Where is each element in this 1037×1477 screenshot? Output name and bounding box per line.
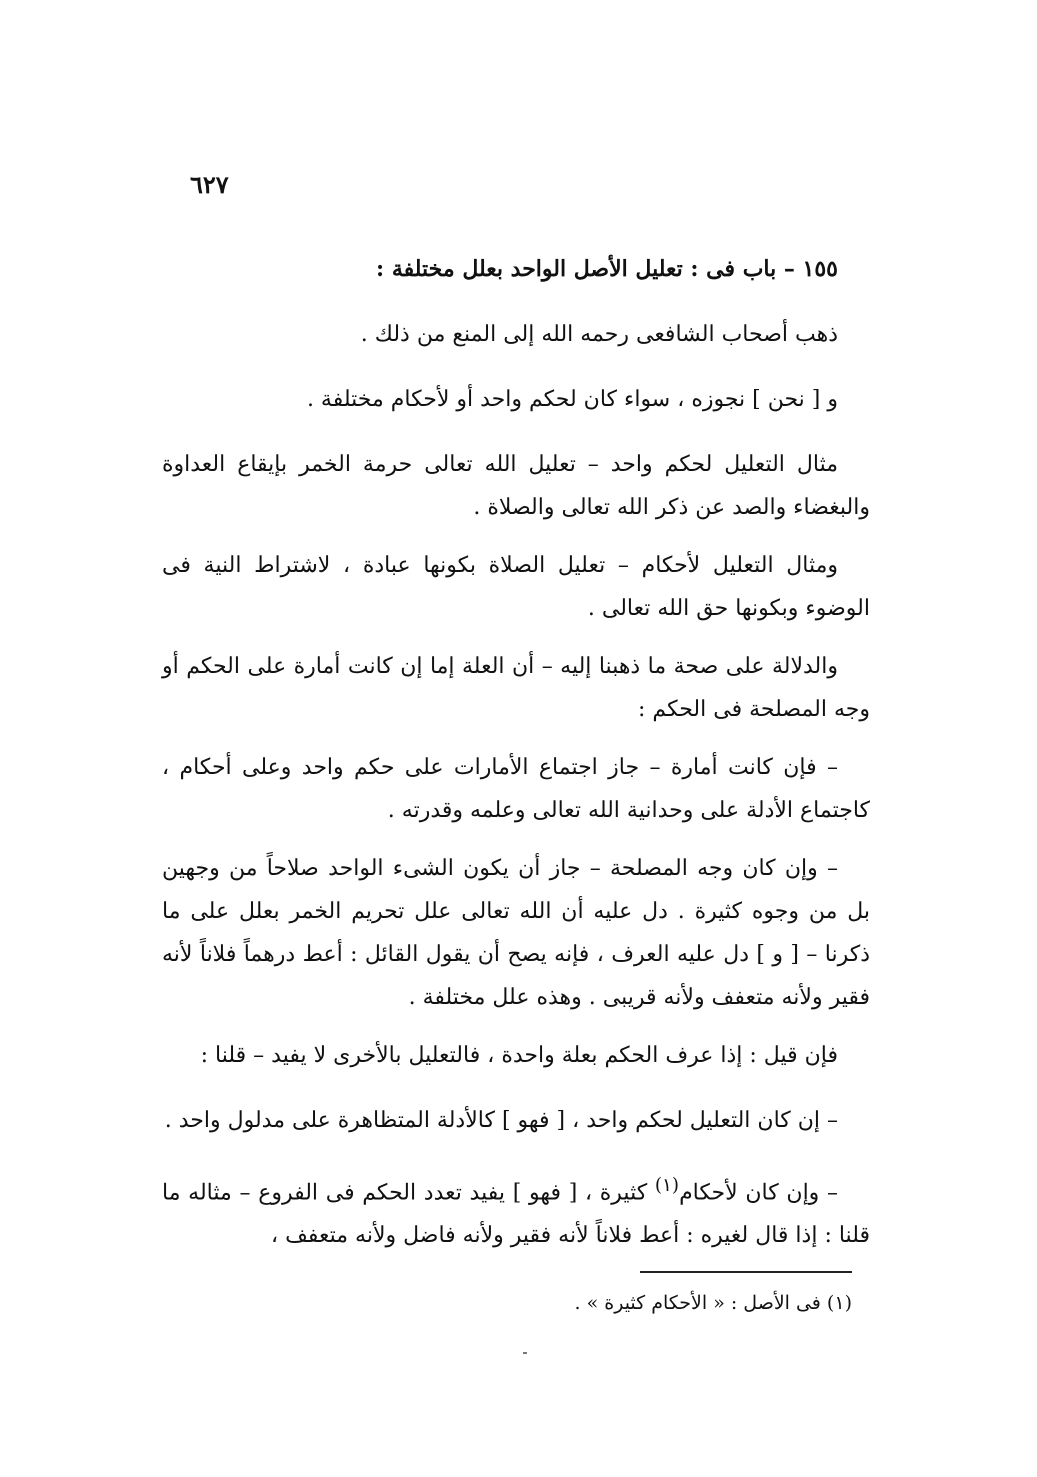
body-text	[162, 248, 870, 1272]
scan-speck	[523, 1352, 527, 1354]
footnote-divider	[640, 1271, 852, 1273]
section-heading: ١٥٥ – باب فى : تعليل الأصل الواحد بعلل مختلفة :	[376, 256, 838, 282]
paragraph-text-start: – وإن كان لأحكام	[679, 1180, 838, 1206]
footnote-marker: (١)	[654, 1175, 680, 1196]
paragraph: فإن قيل : إذا عرف الحكم بعلة واحدة ، فالتعليل بالأخرى لا يفيد – قلنا :	[200, 1043, 838, 1068]
paragraph: – فإن كانت أمارة – جاز اجتماع الأمارات على حكم واحد وعلى أحكام ، كاجتماع الأدلة على وحدانية الله تعالى وعلمه وقدرته .	[162, 755, 870, 823]
paragraph: – وإن كان وجه المصلحة – جاز أن يكون الشىء الواحد صلاحاً من وجهين بل من وجوه كثيرة . دل عليه أن الله تعالى علل تحريم الخمر بعلل على ما ذكرنا – [ و ] دل عليه العرف ، فإنه يصح أن يقول القائل : أعط درهماً فلاناً لأنه فقير ولأنه متعفف ولأنه قريبى . وهذه علل مختلفة .	[162, 856, 870, 1010]
footnote: (١) فى الأصل : « الأحكام كثيرة » .	[574, 1292, 852, 1314]
paragraph: ومثال التعليل لأحكام – تعليل الصلاة بكونها عبادة ، لاشتراط النية فى الوضوء وبكونها حق الله تعالى .	[162, 553, 870, 621]
paragraph	[162, 1164, 870, 1257]
paragraph-text-end: كثيرة ، [ فهو ] يفيد تعدد الحكم فى الفروع – مثاله ما قلنا : إذا قال لغيره : أعط فلاناً لأنه فقير ولأنه فاضل ولأنه متعفف ،	[162, 1180, 870, 1249]
paragraph: و [ نحن ] نجوزه ، سواء كان لحكم واحد أو لأحكام مختلفة .	[306, 387, 838, 412]
page-number: ٦٢٧	[190, 170, 229, 199]
paragraph: ذهب أصحاب الشافعى رحمه الله إلى المنع من ذلك .	[360, 322, 838, 347]
paragraph: مثال التعليل لحكم واحد – تعليل الله تعالى حرمة الخمر بإيقاع العداوة والبغضاء والصد عن ذكر الله تعالى والصلاة .	[162, 452, 870, 520]
paragraph: والدلالة على صحة ما ذهبنا إليه – أن العلة إما إن كانت أمارة على الحكم أو وجه المصلحة فى الحكم :	[162, 654, 870, 722]
paragraph: – إن كان التعليل لحكم واحد ، [ فهو ] كالأدلة المتظاهرة على مدلول واحد .	[164, 1108, 838, 1133]
